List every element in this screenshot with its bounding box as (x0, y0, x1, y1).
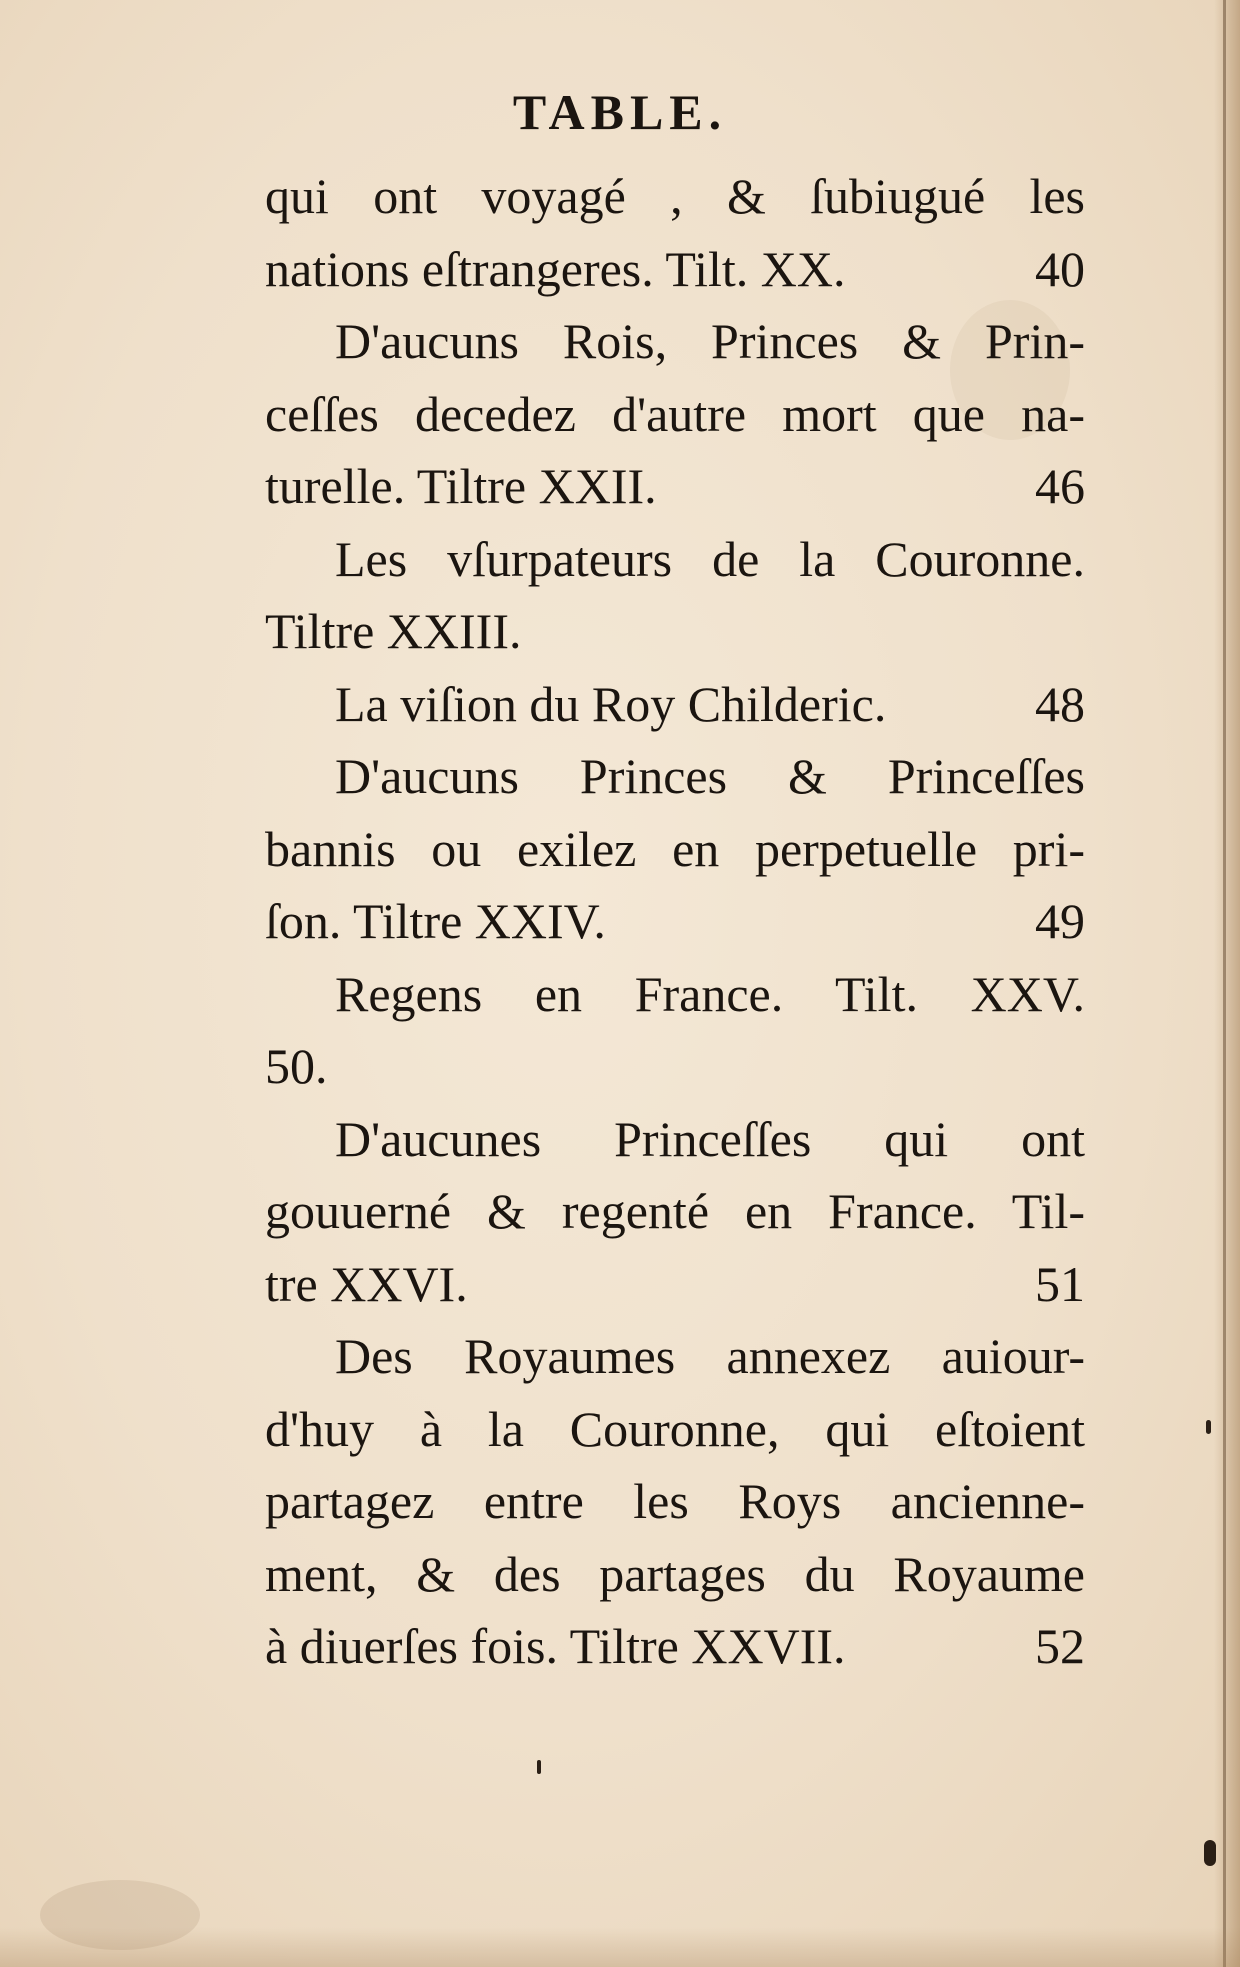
toc-line-text: Les vſurpateurs de la Couronne. (335, 530, 1085, 587)
toc-line-text: Des Royaumes annexez auiour- (335, 1328, 1085, 1384)
toc-line-text: gouuerné & regenté en France. Til- (265, 1183, 1085, 1239)
toc-line-text: ſon. Tiltre XXIV. (265, 893, 606, 949)
toc-line (265, 740, 1085, 813)
toc-entry (265, 160, 1085, 305)
toc-line-text: qui ont voyagé , & ſubiugué les (265, 168, 1085, 224)
page-edge-shadow (1214, 0, 1240, 1967)
toc-line (265, 1030, 1085, 1103)
toc-entry (265, 523, 1085, 668)
toc-line-text: bannis ou exilez en perpetuelle pri- (265, 820, 1085, 877)
toc-line (265, 1248, 1085, 1321)
table-of-contents (265, 160, 1085, 1683)
toc-line (265, 450, 1085, 523)
toc-line (265, 160, 1085, 233)
toc-page-number: 49 (1035, 893, 1085, 949)
toc-page-number: 51 (1035, 1255, 1085, 1312)
running-head: TABLE. (512, 84, 728, 140)
toc-line (265, 1393, 1085, 1466)
toc-line (265, 668, 1085, 741)
toc-line-text: D'aucuns Rois, Princes & Prin- (335, 313, 1085, 369)
toc-entry (265, 1103, 1085, 1321)
ink-speck (1206, 1420, 1211, 1434)
toc-line (265, 1538, 1085, 1611)
toc-entry (265, 1320, 1085, 1683)
toc-line (265, 523, 1085, 596)
toc-line-text: turelle. Tiltre XXII. (265, 458, 657, 514)
toc-line (265, 1103, 1085, 1176)
page-edge-line (1223, 0, 1226, 1967)
toc-line (265, 1175, 1085, 1248)
toc-line (265, 233, 1085, 306)
toc-line (265, 305, 1085, 378)
toc-line-text: D'aucunes Princeſſes qui ont (335, 1110, 1085, 1167)
ink-speck (1204, 1840, 1216, 1866)
toc-entry (265, 958, 1085, 1103)
toc-line (265, 813, 1085, 886)
toc-page-number: 48 (1035, 675, 1085, 732)
toc-line-text: La viſion du Roy Childeric. (335, 675, 887, 732)
toc-page-number: 40 (1035, 240, 1085, 297)
ink-speck (537, 1760, 541, 1774)
toc-line-text: d'huy à la Couronne, qui eſtoient (265, 1400, 1085, 1457)
toc-entry (265, 305, 1085, 523)
toc-line (265, 958, 1085, 1031)
page-bottom-shadow (0, 1927, 1240, 1967)
toc-page-number: 46 (1035, 458, 1085, 514)
toc-line-text: 50. (265, 1038, 328, 1094)
toc-line-text: ceſſes decedez d'autre mort que na- (265, 385, 1085, 442)
toc-entry (265, 740, 1085, 958)
toc-line-text: Tiltre XXIII. (265, 603, 522, 659)
toc-line-text: Regens en France. Tilt. XXV. (335, 965, 1085, 1022)
toc-line (265, 1465, 1085, 1538)
toc-entry (265, 668, 1085, 741)
toc-line (265, 1610, 1085, 1683)
toc-line-text: nations eſtrangeres. Tilt. XX. (265, 240, 846, 297)
toc-line-text: tre XXVI. (265, 1255, 468, 1312)
toc-line (265, 378, 1085, 451)
toc-page-number: 52 (1035, 1618, 1085, 1674)
toc-line-text: ment, & des partages du Royaume (265, 1545, 1085, 1602)
toc-line (265, 1320, 1085, 1393)
toc-line-text: à diuerſes fois. Tiltre XXVII. (265, 1618, 846, 1674)
toc-line (265, 885, 1085, 958)
toc-line-text: D'aucuns Princes & Princeſſes (335, 748, 1085, 804)
toc-line-text: partagez entre les Roys ancienne- (265, 1473, 1085, 1529)
toc-line (265, 595, 1085, 668)
